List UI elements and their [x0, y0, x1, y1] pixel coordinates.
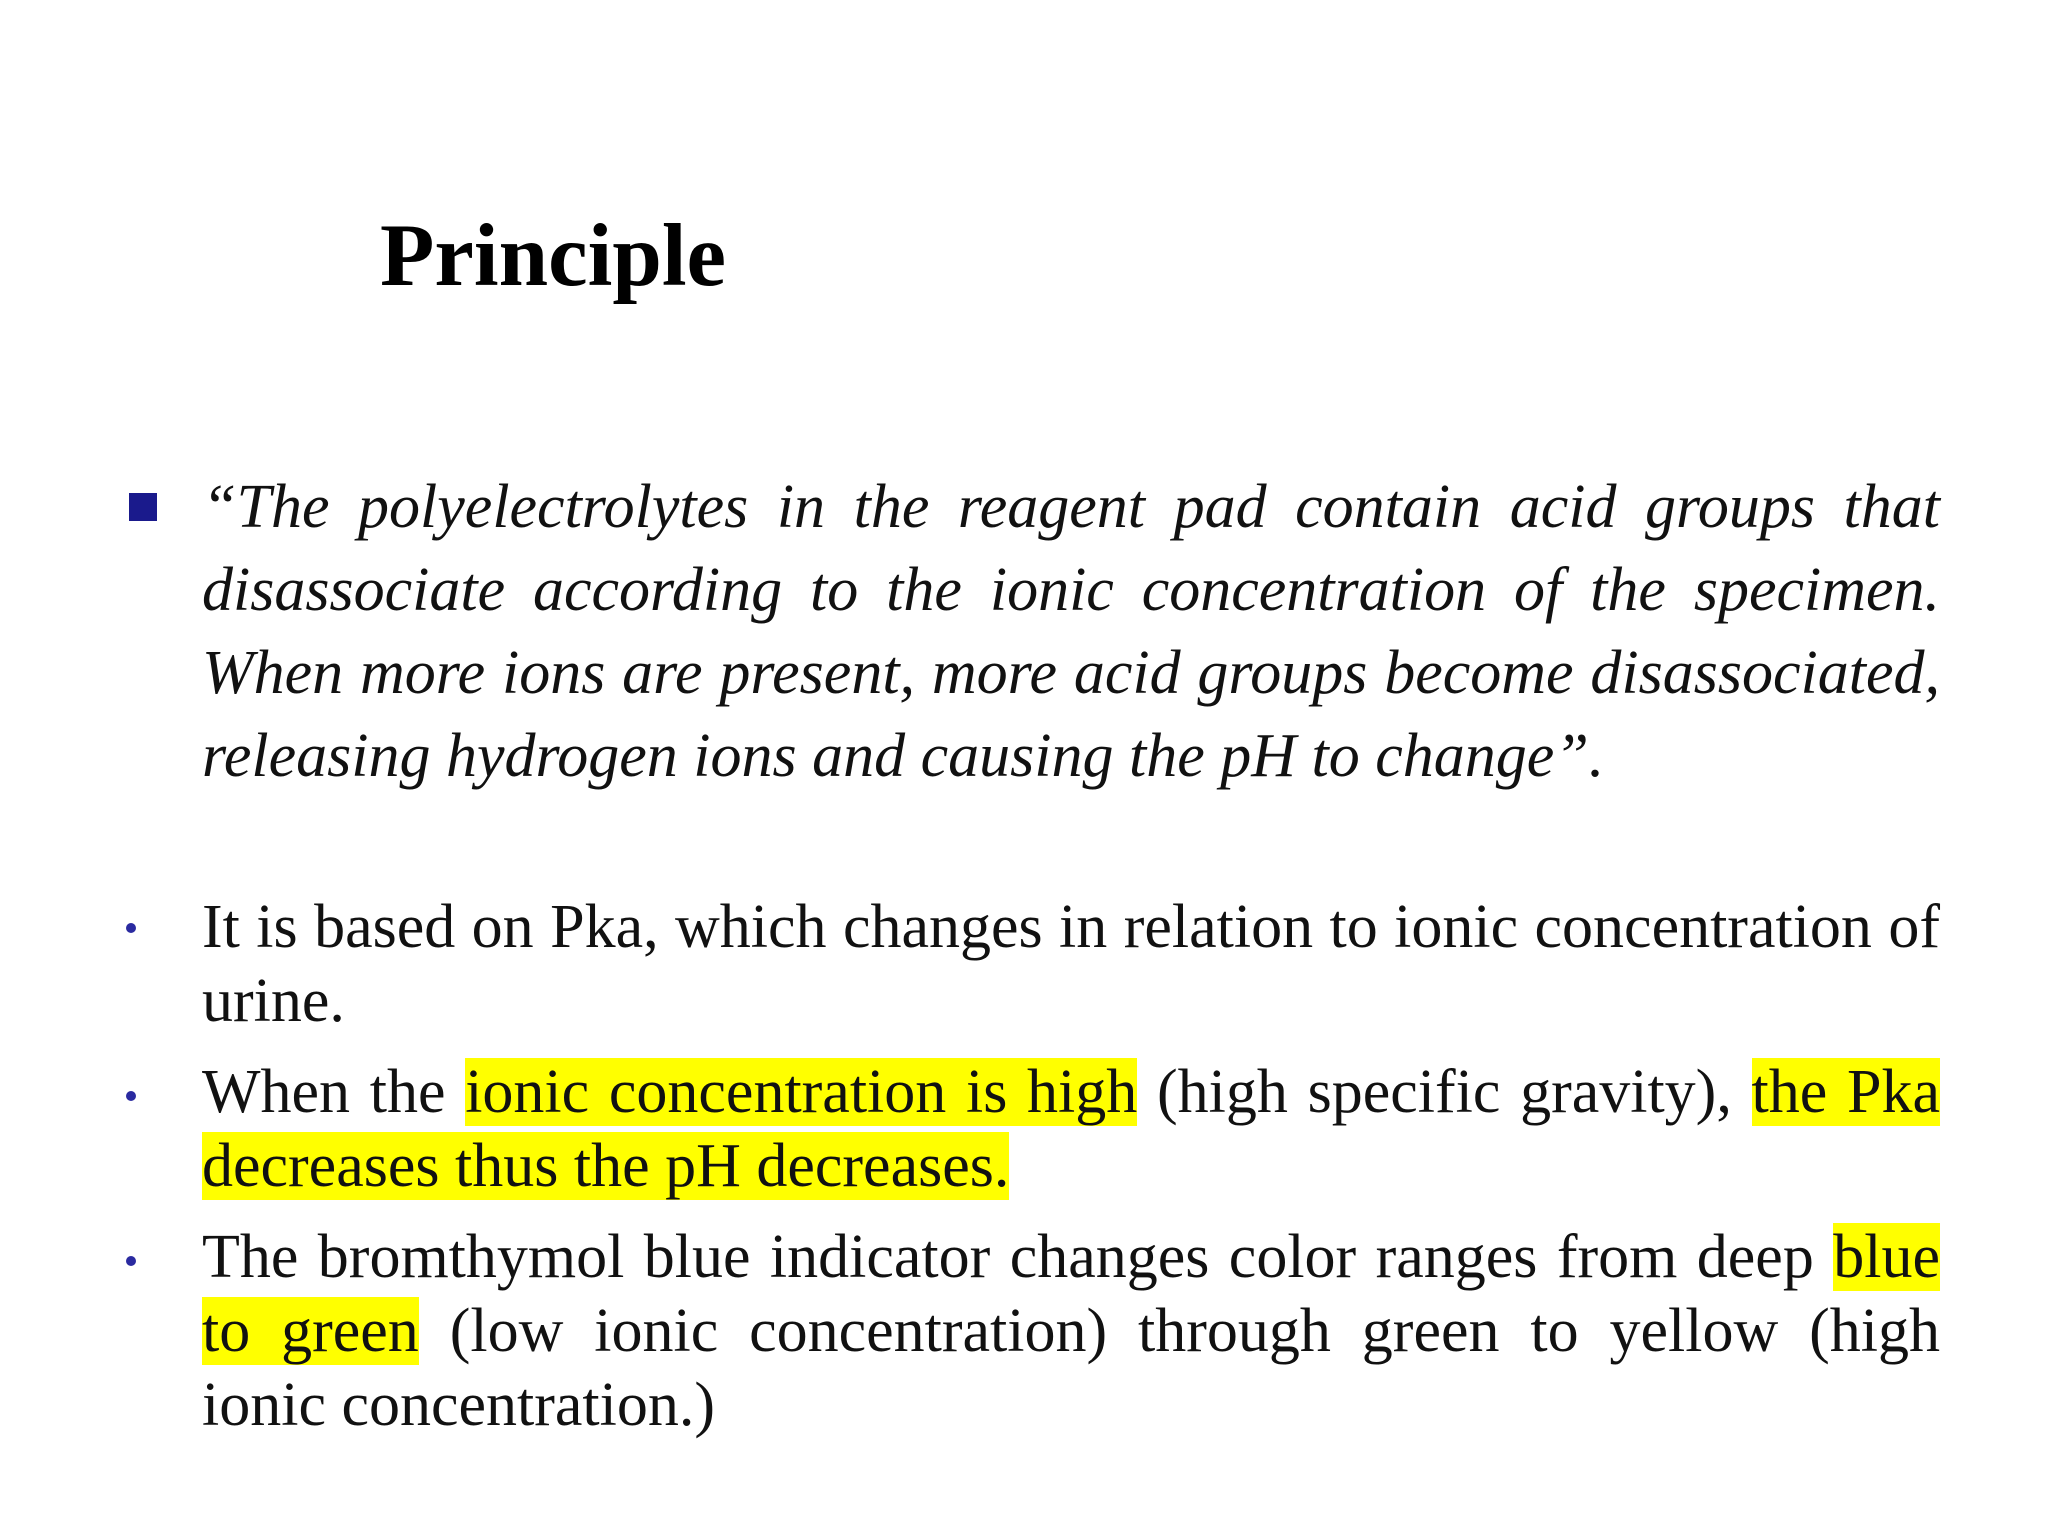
bullet-ionic-concentration [202, 1055, 1940, 1203]
bullet-bromthymol-blue [202, 1220, 1940, 1442]
quote-paragraph: “The polyelectrolytes in the reagent pad contain acid groups that disassociate according to the ionic concentration of the specimen. When more ions are present, more acid groups become disassociated, releasing hydrogen ions and causing the pH to change”. [202, 473, 1940, 790]
bullet-text: (high specific gravity), [1137, 1058, 1752, 1126]
bullet-text: (low ionic concentration) through green to yellow (high ionic concentration.) [202, 1297, 1940, 1439]
dot-bullet-icon [126, 1091, 136, 1101]
dot-bullet-icon [126, 1256, 136, 1266]
highlighted-text: ionic concentration is high [465, 1058, 1138, 1126]
bullet-pka: It is based on Pka, which changes in relation to ionic concentration of urine. [202, 893, 1940, 1035]
highlighted-text: blue to green [202, 1223, 1940, 1365]
highlighted-text: the Pka decreases thus the pH decreases. [202, 1058, 1941, 1200]
bullet-text: The bromthymol blue indicator changes color ranges from deep [202, 1223, 1834, 1291]
bullet-text: When the [202, 1058, 466, 1126]
dot-bullet-icon [126, 923, 136, 933]
slide-title: Principle [380, 207, 727, 305]
square-bullet-icon [129, 493, 157, 521]
